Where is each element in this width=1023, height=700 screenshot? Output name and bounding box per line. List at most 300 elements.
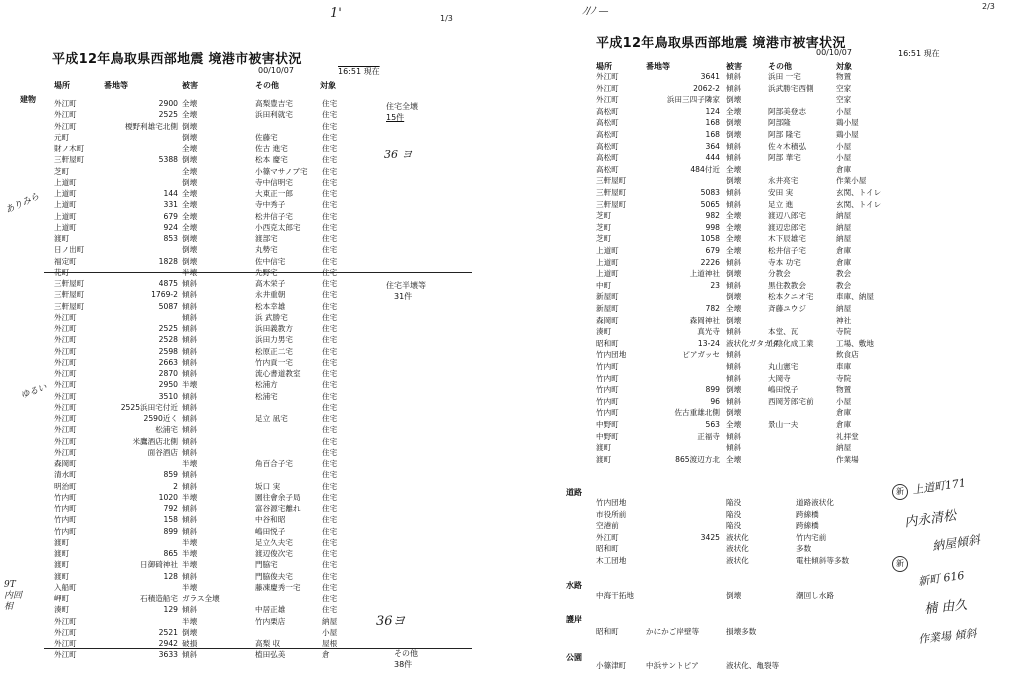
table-row (0, 199, 500, 210)
cell-target: 寺院 (836, 373, 852, 383)
cell-damage: 半壊 (182, 459, 198, 468)
cell-damage: 傾斜 (726, 362, 742, 371)
table-row (520, 106, 1020, 117)
cell-damage: 倒壊 (726, 95, 742, 105)
cell-target: 住宅 (322, 290, 338, 300)
table-row (0, 379, 500, 390)
handwritten-note: ありみら (4, 191, 42, 217)
cell-address: 石積造船宅 (140, 594, 178, 603)
cell-place: 芝町 (54, 166, 70, 176)
cell-other: 渡部宅 (255, 234, 278, 243)
cell-place: 元町 (54, 132, 70, 142)
cell-target: 住宅 (322, 245, 338, 255)
section-park: 公園 (566, 653, 582, 662)
cell-target: 飲食店 (836, 350, 859, 360)
handwritten-note: 36ヨ (376, 614, 406, 629)
cell-target: 住宅 (322, 492, 338, 502)
cell-other: 浜田力男宅 (255, 335, 293, 345)
cell-damage: 倒壊 (182, 245, 198, 255)
table-row (0, 436, 500, 447)
cell-place: 外江町 (596, 83, 619, 93)
cell-other: 足立 凪宅 (255, 414, 288, 423)
cell-target: 小屋 (836, 153, 852, 163)
table-row (0, 233, 500, 244)
report-time: 16:51 現在 (338, 67, 380, 76)
cell-other: 浜田利就宅 (255, 110, 293, 120)
cell-place: 清水町 (54, 470, 77, 480)
cell-address: 899 (705, 385, 720, 395)
cell-target: 物置 (836, 385, 852, 395)
cell-target: 小屋 (322, 627, 338, 637)
page-gap (505, 0, 520, 700)
cell-address: 佐古重雄北側 (674, 408, 720, 418)
cell-target: 納屋 (836, 304, 852, 313)
cell-damage: 傾斜 (726, 327, 742, 337)
table-row (520, 338, 1020, 349)
cell-target: 住宅 (322, 447, 338, 457)
document-title: 平成12年鳥取県西部地震 境港市被害状況 (596, 36, 846, 51)
cell-address: 679 (163, 211, 178, 221)
cell-address: 782 (705, 304, 720, 313)
header-target: 対象 (320, 81, 336, 90)
table-row (520, 210, 1020, 221)
table-row (520, 257, 1020, 268)
cell-address: 2226 (700, 257, 720, 267)
cell-address: 899 (163, 526, 178, 536)
cell-place: 竹内町 (596, 385, 619, 395)
cell-place: 市役所前 (596, 509, 627, 519)
cell-damage: 傾斜 (182, 402, 198, 412)
cell-damage: 全壊 (182, 166, 198, 176)
cell-damage: 傾斜 (182, 526, 198, 536)
cell-other: 安田 実 (768, 188, 794, 197)
table-row (520, 152, 1020, 163)
cell-damage: 傾斜 (182, 357, 198, 367)
table-row (520, 373, 1020, 384)
cell-address: 444 (705, 153, 720, 163)
header-place: 場所 (54, 81, 70, 90)
cell-damage: 倒壊 (726, 315, 742, 325)
cell-place: 外江町 (596, 72, 619, 81)
table-row (0, 346, 500, 357)
table-row (520, 326, 1020, 337)
cell-damage: 半壊 (182, 492, 198, 502)
cell-address: 2870 (158, 369, 178, 378)
table-row (0, 604, 500, 615)
cell-other: 多数 (796, 544, 812, 554)
cell-target: 住宅 (322, 335, 338, 345)
cell-address: 23 (710, 280, 720, 290)
cell-place: 湊町 (54, 605, 70, 615)
cell-damage: 傾斜 (726, 257, 742, 267)
table-row (0, 368, 500, 379)
cell-place: 上道町 (54, 189, 77, 198)
cell-address: 2062-2 (693, 83, 720, 93)
cell-place: 竹内町 (54, 515, 77, 525)
cell-address: 3641 (700, 72, 720, 81)
cell-other: 阿部隆 (768, 118, 791, 128)
cell-target: 住宅 (322, 369, 338, 378)
cell-target: 住宅 (322, 177, 338, 187)
cell-address: 米鷹酒店北側 (132, 436, 178, 446)
cell-damage: 傾斜 (726, 396, 742, 406)
table-row (0, 492, 500, 503)
cell-other: 小西克太郎宅 (255, 222, 301, 232)
cell-target: 住宅 (322, 481, 338, 491)
cell-place: 竹内町 (596, 373, 619, 383)
table-row (520, 117, 1020, 128)
cell-address: 3425 (700, 532, 720, 542)
cell-other: 植田弘美 (255, 650, 286, 660)
cell-damage: 液状化 (726, 544, 749, 554)
cell-target: 教会 (836, 280, 852, 290)
cell-address: 5087 (158, 301, 178, 311)
cell-damage: 陥没 (726, 509, 742, 519)
cell-damage: 傾斜 (182, 425, 198, 435)
cell-place: 竹内町 (596, 408, 619, 418)
cell-place: 外江町 (54, 447, 77, 457)
summary-half-destroyed-count: 31件 (394, 292, 413, 301)
cell-target: 神社 (836, 315, 852, 325)
table-row (520, 291, 1020, 302)
table-row (0, 627, 500, 638)
cell-place: 外江町 (54, 99, 77, 108)
cell-damage: 傾斜 (182, 301, 198, 311)
cell-damage: 傾斜 (182, 436, 198, 446)
cell-target: 空家 (836, 95, 852, 105)
table-row (0, 537, 500, 548)
cell-place: 中海干拓地 (596, 591, 634, 600)
cell-other: 門脇俊夫宅 (255, 571, 293, 581)
cell-target: 住宅 (322, 526, 338, 536)
cell-place: 入船町 (54, 582, 77, 592)
table-row (520, 454, 1020, 465)
cell-damage: 全壊 (182, 222, 198, 232)
cell-place: 三軒屋町 (596, 188, 627, 197)
cell-place: 竹内町 (54, 526, 77, 536)
cell-address: 792 (163, 504, 178, 513)
cell-place: 小篠津町 (596, 661, 627, 670)
cell-damage: 全壊 (726, 106, 742, 116)
cell-place: 昭和町 (596, 544, 619, 554)
cell-damage: 傾斜 (182, 369, 198, 378)
cell-damage: 傾斜 (726, 431, 742, 441)
cell-other: 高木栄子 (255, 279, 286, 288)
cell-other: 永井重朝 (255, 290, 286, 300)
cell-other: 渡辺忠郎宅 (768, 222, 806, 232)
cell-place: 中野町 (596, 431, 619, 441)
cell-place: 高松町 (596, 130, 619, 139)
cell-damage: 傾斜 (726, 153, 742, 163)
cell-damage: 半壊 (182, 616, 198, 626)
cell-address: 2942 (158, 639, 178, 648)
cell-target: 住宅 (322, 414, 338, 423)
cell-damage: 傾斜 (726, 350, 742, 360)
cell-target: 住宅 (322, 380, 338, 390)
header-other: その他 (255, 81, 279, 90)
cell-damage: 半壊 (182, 582, 198, 592)
cell-address: 13-24 (697, 338, 720, 348)
table-row (520, 442, 1020, 453)
cell-other: 竹内貢一宅 (255, 357, 293, 367)
cell-target: 工場、敷地 (836, 338, 874, 348)
cell-target: 住宅 (322, 200, 338, 210)
cell-other: 松本幸雄 (255, 301, 286, 311)
cell-other: 富谷源宅離れ (255, 504, 301, 513)
table-row (0, 469, 500, 480)
cell-damage: 傾斜 (182, 324, 198, 333)
cell-address: 中浜サントピア (646, 661, 699, 670)
cell-address: 上道神社 (689, 269, 720, 279)
cell-place: 上道町 (54, 177, 77, 187)
cell-damage: 全壊 (726, 234, 742, 244)
cell-address: ピアガッセ (682, 350, 720, 360)
cell-damage: 傾斜 (182, 346, 198, 356)
table-row (520, 233, 1020, 244)
cell-other: 松原正二宅 (255, 346, 293, 356)
cell-damage: 倒壊 (726, 408, 742, 418)
cell-other: 中居正雄 (255, 605, 286, 615)
cell-damage: 全壊 (726, 246, 742, 255)
table-row (0, 503, 500, 514)
cell-damage: 傾斜 (182, 515, 198, 525)
table-row (520, 660, 1020, 671)
section-buildings: 建物 (20, 95, 36, 104)
cell-damage: 倒壊 (182, 155, 198, 165)
handwritten-note: ゆるい (19, 382, 49, 402)
cell-address: 168 (705, 118, 720, 128)
handwritten-circle: 新 (892, 556, 908, 572)
cell-place: 竹内団地 (596, 498, 627, 507)
cell-target: 空家 (836, 83, 852, 93)
cell-place: 三軒屋町 (54, 290, 85, 300)
cell-other: 西岡芳郎宅前 (768, 396, 814, 406)
cell-place: 外江町 (596, 95, 619, 105)
cell-place: 竹内団地 (596, 350, 627, 360)
cell-place: 渡町 (54, 571, 70, 581)
cell-place: 外江町 (54, 436, 77, 446)
cell-place: 外江町 (54, 335, 77, 345)
cell-address: 144 (163, 189, 178, 198)
cell-other: 佐古 進宅 (255, 144, 288, 153)
table-row (520, 555, 1020, 566)
cell-damage: 倒壊 (182, 627, 198, 637)
cell-other: 藤凍慶秀一宅 (255, 582, 301, 592)
cell-place: 昭和町 (596, 338, 619, 348)
cell-other: 高梨豊吉宅 (255, 99, 293, 108)
cell-place: 空港前 (596, 521, 619, 531)
table-row (0, 312, 500, 323)
cell-address: 2590近く (143, 414, 178, 423)
cell-other: 坂口 実 (255, 481, 281, 491)
cell-damage: 全壊 (182, 110, 198, 120)
cell-other: 阿部 隆宅 (768, 130, 801, 139)
handwritten-note: 新町 616 (917, 568, 966, 589)
summary-total-destroyed: 住宅全壊 (386, 102, 418, 111)
cell-place: 外江町 (54, 110, 77, 120)
cell-place: 上道町 (596, 257, 619, 267)
cell-address: 1769-2 (151, 290, 178, 300)
cell-other: 松浦方 (255, 380, 278, 390)
table-row (0, 514, 500, 525)
table-row (520, 361, 1020, 372)
cell-target: 玄関、トイレ (836, 188, 882, 197)
cell-place: 外江町 (54, 369, 77, 378)
cell-address: 1058 (700, 234, 720, 244)
handwritten-circle: 新 (892, 484, 908, 500)
cell-address: 2525 (158, 324, 178, 333)
cell-target: 住宅 (322, 256, 338, 266)
cell-place: 中町 (596, 280, 612, 290)
cell-address: 865 (163, 549, 178, 558)
cell-target: 寺院 (836, 327, 852, 337)
cell-target: 住宅 (322, 346, 338, 356)
cell-damage: 傾斜 (182, 481, 198, 491)
cell-target: 鶏小屋 (836, 130, 859, 139)
cell-other: 嶋田悦子 (255, 526, 286, 536)
divider-line (44, 272, 472, 273)
cell-target: 住宅 (322, 391, 338, 401)
cell-damage: 倒壊 (726, 292, 742, 302)
table-row (0, 256, 500, 267)
cell-address: 正福寺 (697, 431, 720, 441)
section-seawall: 護岸 (566, 615, 582, 624)
cell-place: 財ノ木町 (54, 144, 85, 153)
cell-damage: 全壊 (726, 454, 742, 464)
document-page-left (0, 0, 505, 700)
cell-address: 5065 (700, 199, 720, 209)
cell-address: 5083 (700, 188, 720, 197)
cell-target: 住宅 (322, 515, 338, 525)
cell-place: 渡町 (596, 443, 612, 453)
cell-address: 982 (705, 211, 720, 221)
cell-target: 住宅 (322, 436, 338, 446)
cell-target: 納屋 (836, 443, 852, 453)
cell-other: 浜田 一宅 (768, 72, 801, 81)
cell-damage: 傾斜 (182, 391, 198, 401)
table-row (0, 143, 500, 154)
cell-other: 松本クニオ宅 (768, 292, 814, 302)
cell-damage: 傾斜 (726, 83, 742, 93)
cell-damage: 破損 (182, 639, 198, 648)
header-other: その他 (768, 62, 792, 71)
section-road: 道路 (566, 488, 582, 497)
cell-other: 浜 武勝宅 (255, 312, 288, 322)
cell-place: 高松町 (596, 118, 619, 128)
cell-damage: 全壊 (726, 211, 742, 221)
cell-address: 2521 (158, 627, 178, 637)
table-row (0, 424, 500, 435)
table-row (520, 315, 1020, 326)
cell-place: 外江町 (54, 121, 77, 131)
cell-place: 三軒屋町 (596, 176, 627, 186)
cell-address: 563 (705, 420, 720, 429)
cell-place: 高松町 (596, 141, 619, 151)
cell-address: 331 (163, 200, 178, 210)
cell-damage: 全壊 (182, 99, 198, 108)
cell-damage: 倒壊 (726, 176, 742, 186)
summary-other: その他 (394, 649, 418, 658)
cell-other: 潮回し水路 (796, 591, 834, 600)
handwritten-mark: ﾉ/ﾉ — (582, 6, 609, 17)
cell-place: 外江町 (54, 324, 77, 333)
cell-target: 住宅 (322, 144, 338, 153)
cell-address: 859 (163, 470, 178, 480)
cell-target: 納屋 (836, 234, 852, 244)
table-row (0, 593, 500, 604)
cell-damage: 傾斜 (726, 280, 742, 290)
cell-target: 玄関、トイレ (836, 199, 882, 209)
cell-place: 渡町 (54, 560, 70, 570)
cell-target: 物置 (836, 72, 852, 81)
cell-address: 1020 (158, 492, 178, 502)
cell-damage: 傾斜 (182, 279, 198, 288)
cell-other: 嶋田悦子 (768, 385, 799, 395)
table-row (520, 141, 1020, 152)
cell-target: 納屋 (836, 211, 852, 221)
cell-target: 住宅 (322, 504, 338, 513)
cell-place: 高松町 (596, 153, 619, 163)
cell-damage: 液状化、亀裂等 (726, 661, 780, 670)
cell-other: 佐々木積弘 (768, 141, 806, 151)
cell-other: 渡辺八郎宅 (768, 211, 806, 221)
cell-place: 森岡町 (54, 459, 77, 468)
cell-target: 納屋 (322, 616, 338, 626)
cell-target: 住宅 (322, 357, 338, 367)
header-address: 番地等 (646, 62, 670, 71)
cell-damage: 倒壊 (726, 269, 742, 279)
cell-target: 住宅 (322, 582, 338, 592)
cell-place: 渡町 (54, 537, 70, 547)
cell-target: 住宅 (322, 279, 338, 288)
handwritten-note: 作業場 傾斜 (917, 626, 978, 647)
cell-address: 2525浜田宅付近 (120, 402, 178, 412)
report-date: 00/10/07 (258, 66, 294, 75)
cell-address: 2950 (158, 380, 178, 390)
header-damage: 被害 (726, 62, 742, 71)
cell-address: 2528 (158, 335, 178, 345)
header-damage: 被害 (182, 81, 198, 90)
cell-other: 大岡寺 (768, 373, 791, 383)
cell-address: 865渡辺方北 (675, 454, 720, 464)
cell-other: 分教会 (768, 269, 791, 279)
cell-address: 浜田三四子隣家 (666, 95, 720, 105)
cell-other: 寺中信明宅 (255, 177, 293, 187)
table-row (0, 402, 500, 413)
cell-place: 竹内町 (54, 504, 77, 513)
document-page-right (520, 0, 1023, 700)
table-row (520, 407, 1020, 418)
cell-damage: 傾斜 (182, 571, 198, 581)
cell-other: 大東正一郎 (255, 189, 293, 198)
cell-place: 外江町 (54, 639, 77, 648)
cell-other: 阿部 華宅 (768, 153, 801, 163)
cell-damage: 倒壊 (182, 121, 198, 131)
cell-other: 小篠マサノブ宅 (255, 166, 308, 176)
cell-target: 住宅 (322, 312, 338, 322)
cell-other: 佐藤宅 (255, 132, 278, 142)
cell-other: 松浦宅 (255, 391, 278, 401)
cell-damage: 半壊 (182, 380, 198, 390)
cell-place: 木工団地 (596, 556, 627, 565)
cell-address: 129 (163, 605, 178, 615)
table-row (0, 413, 500, 424)
table-row (520, 280, 1020, 291)
cell-target: 礼拝堂 (836, 431, 859, 441)
table-row (520, 71, 1020, 82)
cell-damage: 半壊 (182, 560, 198, 570)
cell-place: 昭和町 (596, 627, 619, 636)
